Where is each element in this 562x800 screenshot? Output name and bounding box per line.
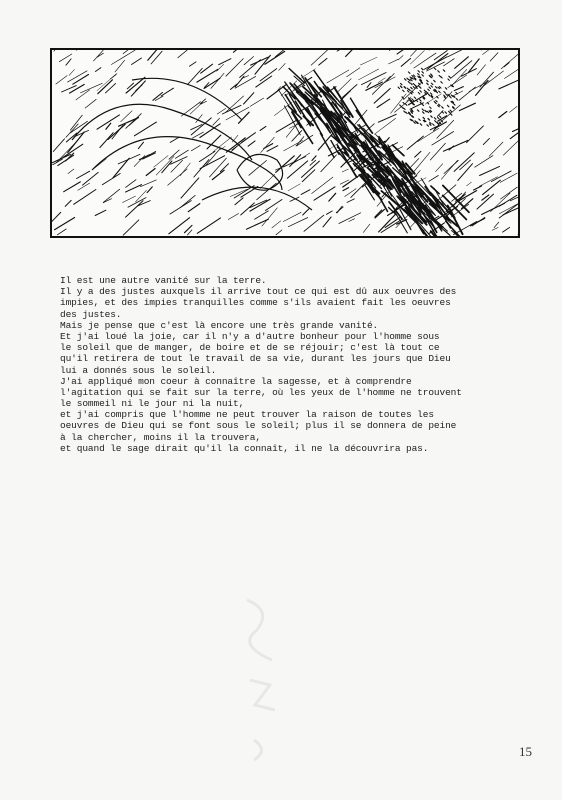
page-number: 15 — [519, 744, 532, 759]
text-line: Et j'ai loué la joie, car il n'y a d'autre bonheur pour l'homme sous — [60, 330, 440, 342]
text-line: qu'il retirera de tout le travail de sa vie, durant les jours que Dieu — [60, 353, 451, 365]
text-line: impies, et des impies tranquilles comme s'ils avaient fait les oeuvres — [60, 297, 451, 309]
body-text — [60, 275, 540, 454]
text-line: des justes. — [60, 308, 122, 320]
text-line: Il y a des justes auxquels il arrive tout ce qui est dû aux oeuvres des — [60, 286, 457, 298]
text-line: et quand le sage dirait qu'il la connaît, il ne la découvrira pas. — [60, 442, 429, 454]
text-line: et j'ai compris que l'homme ne peut trouver la raison de toutes les — [60, 409, 434, 421]
text-line: oeuvres de Dieu qui se font sous le soleil; plus il se donnera de peine — [60, 420, 457, 432]
text-line: l'agitation qui se fait sur la terre, où les yeux de l'homme ne trouvent — [60, 386, 462, 398]
text-line: J'ai appliqué mon coeur à connaître la sagesse, et à comprendre — [60, 375, 412, 387]
text-line: Mais je pense que c'est là encore une très grande vanité. — [60, 319, 379, 331]
ink-illustration — [50, 48, 520, 238]
text-line: lui a donnés sous le soleil. — [60, 364, 217, 376]
text-line: Il est une autre vanité sur la terre. — [60, 275, 267, 286]
text-line: le soleil que de manger, de boire et de se réjouir; c'est là tout ce — [60, 342, 440, 354]
text-line: le sommeil ni le jour ni la nuit, — [60, 398, 245, 410]
text-line: à la chercher, moins il la trouvera, — [60, 431, 261, 443]
